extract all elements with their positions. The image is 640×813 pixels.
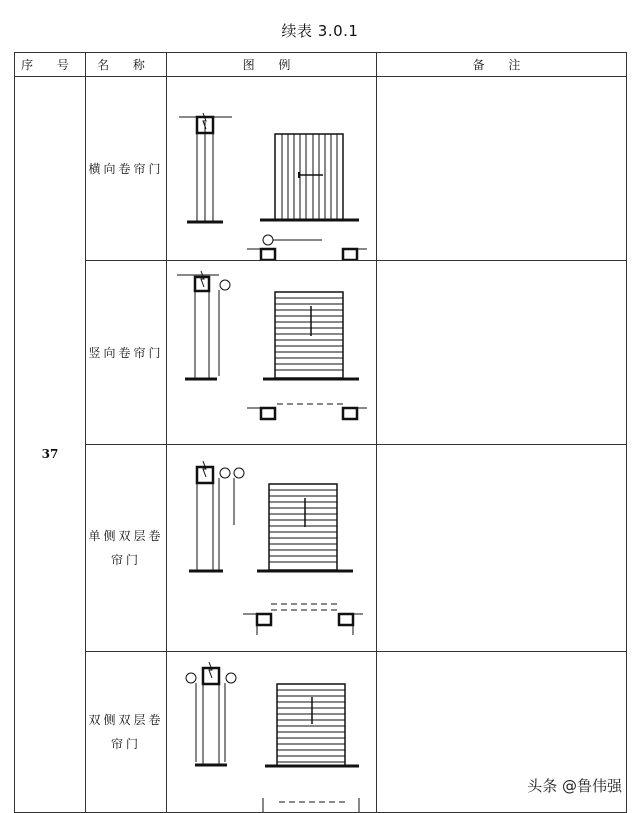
single-double-roller-door-figure (167, 445, 377, 651)
header-row (15, 53, 627, 77)
horizontal-roller-door-figure (167, 77, 377, 260)
header-note: 备 注 (377, 53, 627, 77)
row-name: 单侧双层卷帘门 (88, 529, 164, 567)
table-row (15, 77, 627, 261)
page-title: 续表 3.0.1 (281, 22, 359, 40)
horizontal-slats (269, 490, 337, 562)
double-double-roller-door-figure (167, 652, 377, 812)
vertical-roller-door-figure (167, 261, 377, 444)
vertical-slats (282, 134, 337, 220)
header-figure: 图 例 (167, 53, 377, 77)
note-cell (377, 77, 627, 261)
watermark: 头条 @鲁伟强 (527, 777, 622, 795)
note-cell (377, 261, 627, 445)
note-cell (377, 445, 627, 652)
row-name: 竖向卷帘门 (88, 345, 164, 360)
row-name: 双侧双层卷帘门 (88, 713, 164, 751)
horizontal-slats (275, 298, 343, 370)
row-number-cell (15, 77, 86, 813)
row-name: 横向卷帘门 (88, 161, 164, 176)
name-cell (86, 77, 167, 261)
figure-cell (167, 77, 377, 261)
name-cell (86, 652, 167, 813)
horizontal-slats (277, 690, 345, 762)
header-name: 名 称 (86, 53, 167, 77)
row-number: 37 (41, 447, 59, 461)
figure-cell (167, 652, 377, 813)
name-cell (86, 445, 167, 652)
header-no: 序 号 (15, 53, 86, 77)
table-row (15, 445, 627, 652)
table-row (15, 261, 627, 445)
legend-table (14, 52, 627, 813)
name-cell (86, 261, 167, 445)
figure-cell (167, 261, 377, 445)
figure-cell (167, 445, 377, 652)
